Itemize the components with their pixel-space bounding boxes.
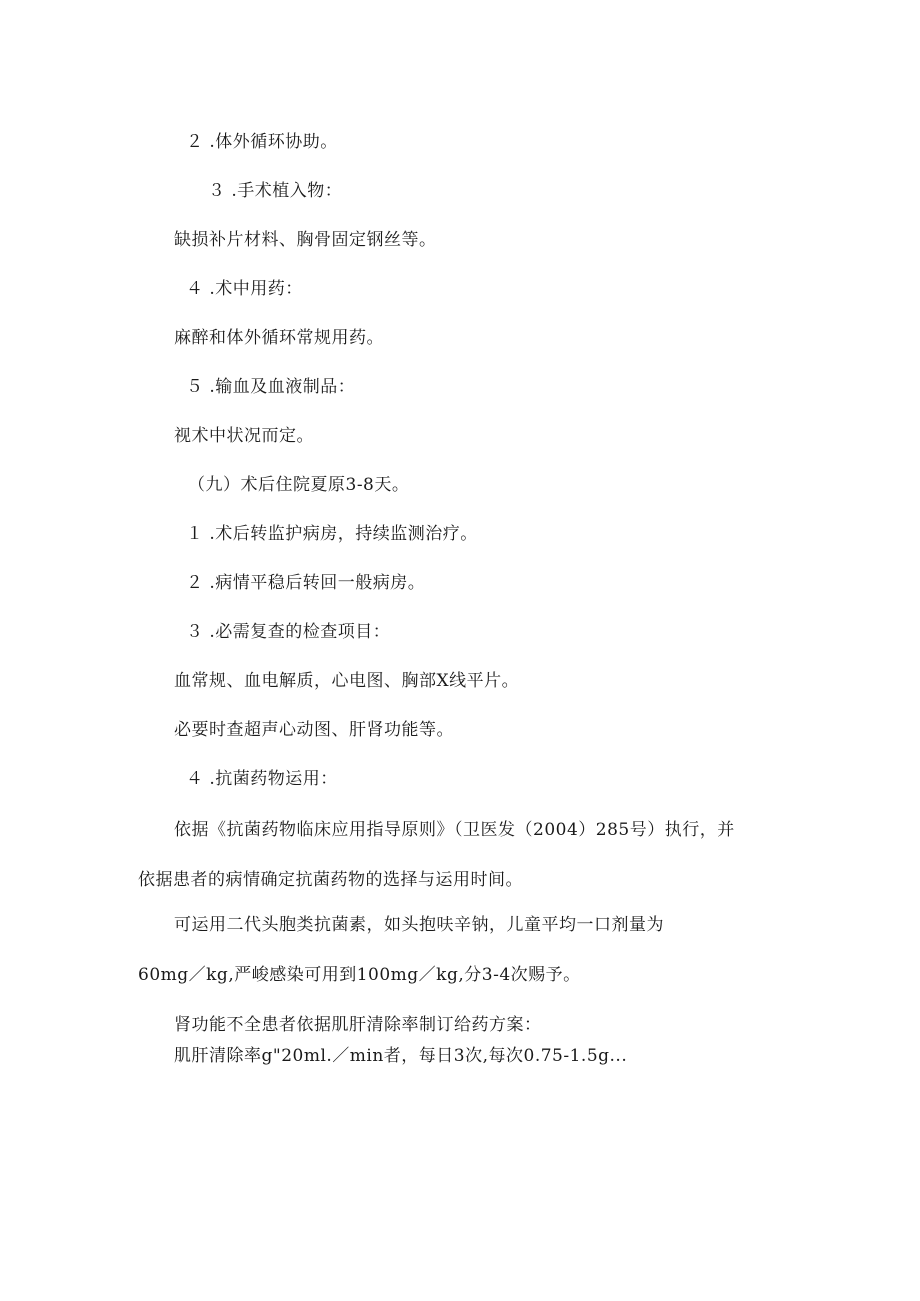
text-line: 可运用二代头胞类抗菌素，如头抱呋辛钠，儿童平均一口剂量为 bbox=[174, 915, 664, 935]
text-line: 肾功能不全患者依据肌肝清除率制订给药方案： bbox=[174, 1015, 542, 1035]
text-line: 血常规、血电解质，心电图、胸部X线平片。 bbox=[174, 671, 520, 691]
text-line: 麻醉和体外循环常规用药。 bbox=[174, 328, 384, 348]
text-line: ４ .术中用药： bbox=[186, 279, 303, 299]
text-line: ２ .病情平稳后转回一般病房。 bbox=[186, 573, 426, 593]
text-line: ３ .必需复查的检查项目： bbox=[186, 622, 391, 642]
text-line: ５ .输血及血液制品： bbox=[186, 377, 356, 397]
text-line: ２ .体外循环协助。 bbox=[186, 132, 338, 152]
text-line: 视术中状况而定。 bbox=[174, 426, 314, 446]
text-line: １ .术后转监护病房，持续监测治疗。 bbox=[186, 524, 478, 544]
text-line: 依据《抗菌药物临床应用指导原则》（卫医发（2004）285号）执行，并 bbox=[174, 820, 735, 840]
section-heading: （九）术后住院夏原3-8天。 bbox=[188, 475, 410, 495]
text-line: 肌肝清除率g"20ml.／min者，每日3次,每次0.75-1.5g... bbox=[174, 1046, 628, 1066]
text-line: 依据患者的病情确定抗菌药物的选择与运用时间。 bbox=[138, 870, 523, 890]
text-line: ３ .手术植入物： bbox=[208, 181, 343, 201]
text-line: ４ .抗菌药物运用： bbox=[186, 769, 338, 789]
text-line: 必要时查超声心动图、肝肾功能等。 bbox=[174, 720, 454, 740]
text-line: 缺损补片材料、胸骨固定钢丝等。 bbox=[174, 230, 437, 250]
text-line: 60mg／kg,严峻感染可用到100mg／kg,分3-4次赐予。 bbox=[138, 965, 581, 985]
